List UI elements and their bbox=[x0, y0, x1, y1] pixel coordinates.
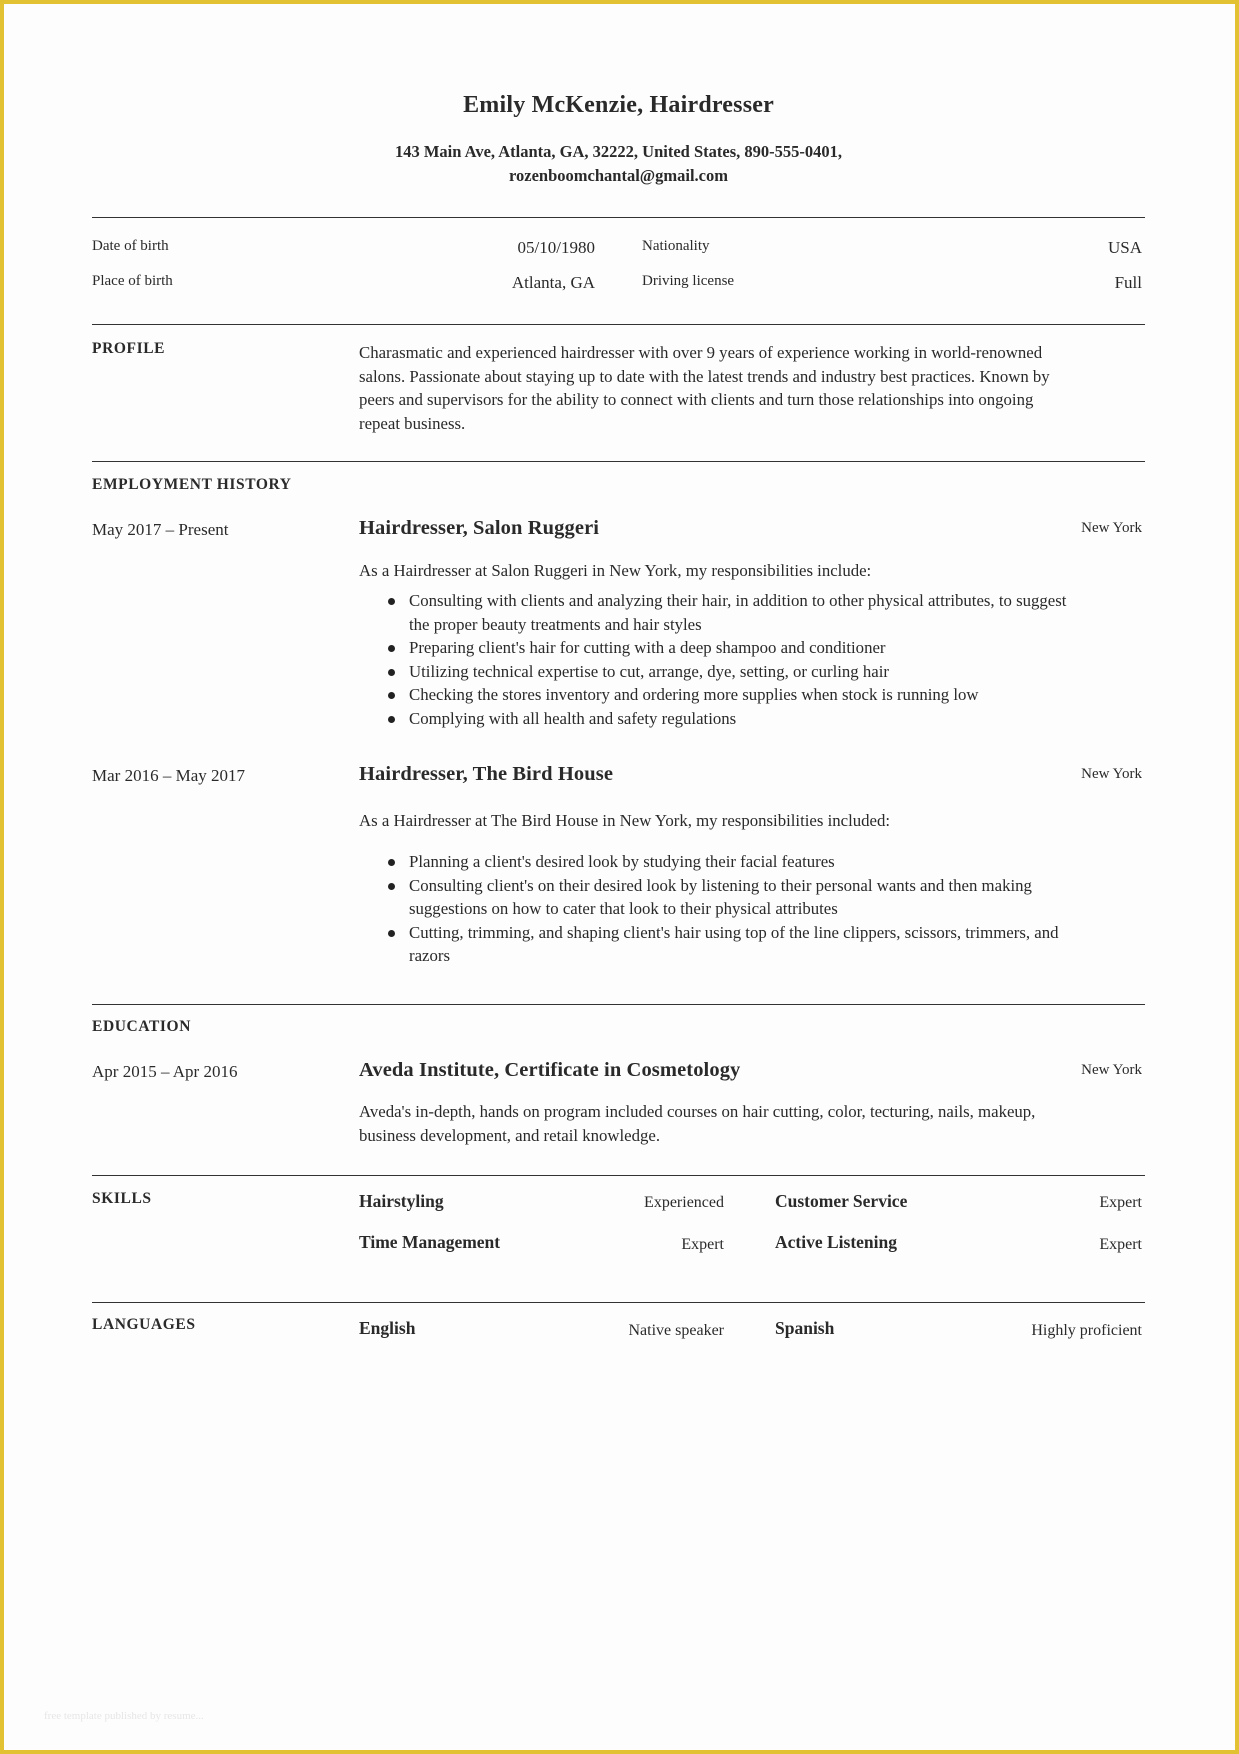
list-item: Complying with all health and safety regulations bbox=[359, 707, 1066, 731]
skills-heading: SKILLS bbox=[92, 1190, 152, 1207]
divider bbox=[92, 1302, 1145, 1303]
profile-line: Charasmatic and experienced hairdresser with over 9 years of experience working in world-renowned bbox=[359, 343, 1043, 362]
list-item: Planning a client's desired look by studying their facial features bbox=[359, 850, 1058, 874]
employment-heading: EMPLOYMENT HISTORY bbox=[92, 476, 292, 493]
job-responsibilities bbox=[359, 850, 1058, 968]
list-item: Checking the stores inventory and ordering more supplies when stock is running low bbox=[359, 683, 1066, 707]
job-location: New York bbox=[1081, 766, 1142, 782]
education-dates: Apr 2015 – Apr 2016 bbox=[92, 1062, 238, 1081]
languages-heading: LANGUAGES bbox=[92, 1316, 196, 1333]
license-label: Driving license bbox=[642, 273, 735, 289]
nationality-label: Nationality bbox=[642, 238, 710, 254]
education-title: Aveda Institute, Certificate in Cosmetology bbox=[359, 1059, 741, 1081]
skill-name: Time Management bbox=[359, 1232, 501, 1252]
skill-level: Expert bbox=[1099, 1236, 1142, 1253]
skill-level: Experienced bbox=[644, 1194, 724, 1211]
job-dates: May 2017 – Present bbox=[92, 520, 229, 539]
profile-line: salons. Passionate about staying up to date with the latest trends and industry best practices. Known by bbox=[359, 366, 1050, 386]
skill-name: Customer Service bbox=[775, 1191, 908, 1211]
skill-level: Expert bbox=[1099, 1194, 1142, 1211]
divider bbox=[92, 324, 1145, 325]
education-description: Aveda's in-depth, hands on program included courses on hair cutting, color, tecturing, nails, makeup, business development, and retail knowledge. bbox=[359, 1102, 1036, 1145]
language-name: English bbox=[359, 1318, 416, 1338]
language-level: Highly proficient bbox=[1031, 1322, 1142, 1339]
profile-line: peers and supervisors for the ability to connect with clients and turn those relationships into ongoing bbox=[359, 390, 1034, 409]
job-title: Hairdresser, Salon Ruggeri bbox=[359, 517, 600, 539]
skill-name: Active Listening bbox=[775, 1232, 898, 1252]
divider bbox=[92, 1175, 1145, 1176]
list-item: Utilizing technical expertise to cut, arrange, dye, setting, or curling hair bbox=[359, 660, 1066, 684]
license-value: Full bbox=[1114, 273, 1142, 292]
nationality-value: USA bbox=[1107, 238, 1142, 257]
address-line: 143 Main Ave, Atlanta, GA, 32222, United States, 890-555-0401, bbox=[394, 142, 842, 161]
job-intro: As a Hairdresser at The Bird House in New York, my responsibilities included: bbox=[359, 811, 891, 830]
education-heading: EDUCATION bbox=[92, 1018, 191, 1035]
contact-info bbox=[92, 140, 1145, 188]
education-location: New York bbox=[1081, 1062, 1142, 1078]
dob-value: 05/10/1980 bbox=[517, 238, 595, 257]
profile-summary bbox=[359, 341, 1050, 435]
dob-label: Date of birth bbox=[92, 238, 169, 254]
pob-label: Place of birth bbox=[92, 273, 173, 289]
job-title: Hairdresser, The Bird House bbox=[359, 763, 614, 785]
profile-heading: PROFILE bbox=[92, 340, 166, 357]
job-dates: Mar 2016 – May 2017 bbox=[92, 766, 245, 785]
language-level: Native speaker bbox=[628, 1322, 724, 1339]
watermark: free template published by resume... bbox=[44, 1710, 204, 1722]
list-item: Consulting with clients and analyzing their hair, in addition to other physical attributes, to suggest the proper beauty treatments and hair styles bbox=[359, 589, 1066, 636]
list-item: Consulting client's on their desired look by listening to their personal wants and then making suggestions on how to cater that look to their physical attributes bbox=[359, 874, 1058, 921]
divider bbox=[92, 461, 1145, 462]
job-responsibilities bbox=[359, 589, 1066, 730]
skill-name: Hairstyling bbox=[359, 1191, 444, 1211]
job-location: New York bbox=[1081, 520, 1142, 536]
job-intro: As a Hairdresser at Salon Ruggeri in New York, my responsibilities include: bbox=[359, 561, 872, 580]
language-name: Spanish bbox=[775, 1318, 835, 1338]
resume-page bbox=[4, 4, 1235, 1750]
pob-value: Atlanta, GA bbox=[511, 273, 595, 292]
divider bbox=[92, 1004, 1145, 1005]
candidate-name: Emily McKenzie, Hairdresser bbox=[463, 92, 774, 118]
divider bbox=[92, 217, 1145, 218]
email-line: rozenboomchantal@gmail.com bbox=[509, 166, 728, 185]
list-item: Preparing client's hair for cutting with a deep shampoo and conditioner bbox=[359, 636, 1066, 660]
list-item: Cutting, trimming, and shaping client's hair using top of the line clippers, scissors, trimmers, and razors bbox=[359, 921, 1058, 968]
profile-line: repeat business. bbox=[359, 413, 466, 433]
skill-level: Expert bbox=[681, 1236, 724, 1253]
